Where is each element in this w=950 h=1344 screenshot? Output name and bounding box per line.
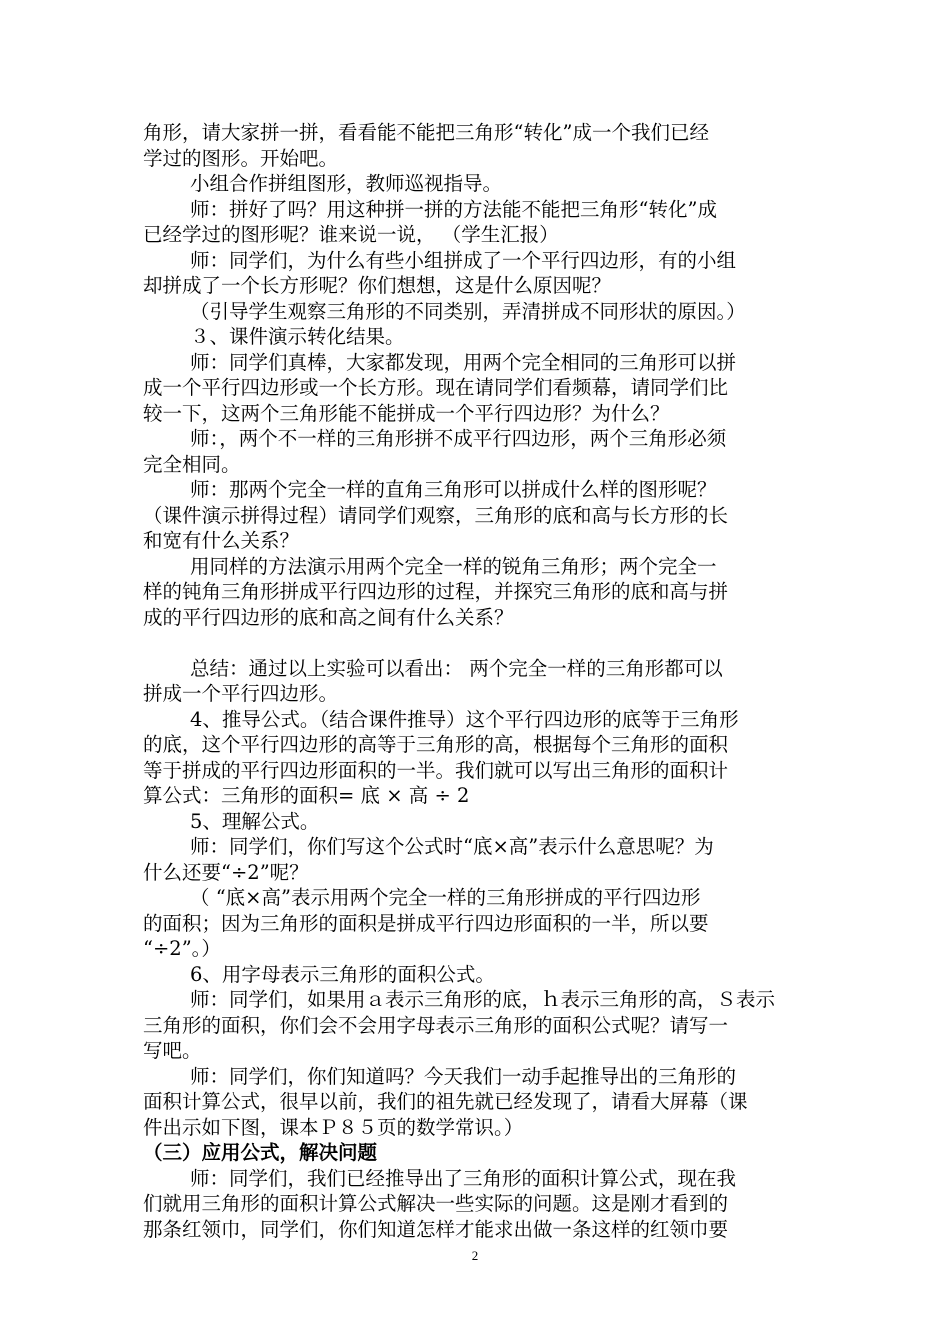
text-line: 的底，这个平行四边形的高等于三角形的高，根据每个三角形的面积 bbox=[143, 733, 729, 756]
text-line: 4、推导公式。（结合课件推导）这个平行四边形的底等于三角形 bbox=[190, 707, 739, 731]
text-line: 师：同学们，你们写这个公式时“底×高”表示什么意思呢？为 bbox=[190, 835, 714, 858]
text-line: 等于拼成的平行四边形面积的一半。我们就可以写出三角形的面积计 bbox=[143, 758, 729, 782]
text-line: 师：同学们真棒，大家都发现，用两个完全相同的三角形可以拼 bbox=[190, 350, 737, 374]
text-line: 用同样的方法演示用两个完全一样的锐角三角形；两个完全一 bbox=[190, 554, 717, 578]
text-line: 的面积；因为三角形的面积是拼成平行四边形面积的一半，所以要 bbox=[143, 911, 709, 935]
text-line: 师：，两个不一样的三角形拼不成平行四边形，两个三角形必须 bbox=[190, 427, 727, 450]
text-line: ３、课件演示转化结果。 bbox=[190, 325, 405, 348]
text-line: 什么还要“÷2”呢？ bbox=[143, 860, 309, 884]
text-line: （引导学生观察三角形的不同类别，弄清拼成不同形状的原因。） bbox=[190, 299, 746, 323]
text-line: 却拼成了一个长方形呢？你们想想，这是什么原因呢？ bbox=[143, 274, 612, 297]
text-line: （课件演示拼得过程）请同学们观察，三角形的底和高与长方形的长 bbox=[143, 503, 729, 527]
text-line: 师：拼好了吗？用这种拼一拼的方法能不能把三角形“转化”成 bbox=[190, 197, 717, 221]
text-line: 5、理解公式。 bbox=[190, 809, 320, 833]
text-line: 完全相同。 bbox=[143, 452, 241, 476]
text-line: “÷2”。） bbox=[143, 937, 221, 960]
blank-line bbox=[143, 630, 813, 656]
text-line: 们就用三角形的面积计算公式解决一些实际的问题。这是刚才看到的 bbox=[143, 1192, 729, 1215]
text-line: 6、用字母表示三角形的面积公式。 bbox=[190, 962, 495, 986]
text-line: 件出示如下图，课本Ｐ８５页的数学常识。） bbox=[143, 1115, 524, 1139]
text-line: 师：那两个完全一样的直角三角形可以拼成什么样的图形呢？ bbox=[190, 478, 717, 501]
text-line: 写吧。 bbox=[143, 1039, 202, 1062]
text-line: 已经学过的图形呢？谁来说一说， （学生汇报） bbox=[143, 223, 559, 246]
text-line: 和宽有什么关系？ bbox=[143, 529, 300, 552]
text-line: 拼成一个平行四边形。 bbox=[143, 682, 339, 705]
text-line: 较一下，这两个三角形能不能拼成一个平行四边形？为什么？ bbox=[143, 401, 670, 425]
text-line: 师：同学们，我们已经推导出了三角形的面积计算公式，现在我 bbox=[190, 1166, 737, 1190]
text-line: 师：同学们，为什么有些小组拼成了一个平行四边形，有的小组 bbox=[190, 248, 737, 272]
text-line: 成一个平行四边形或一个长方形。现在请同学们看频幕，请同学们比 bbox=[143, 376, 729, 399]
section-heading: （三）应用公式，解决问题 bbox=[143, 1141, 378, 1164]
body-text bbox=[143, 120, 813, 1242]
text-line: 师：同学们，如果用ａ表示三角形的底，ｈ表示三角形的高，Ｓ表示 bbox=[190, 988, 776, 1011]
text-line: 师：同学们，你们知道吗？今天我们一动手起推导出的三角形的 bbox=[190, 1064, 737, 1088]
text-line: 总结：通过以上实验可以看出： 两个完全一样的三角形都可以 bbox=[190, 656, 723, 680]
text-line: 那条红领巾，同学们，你们知道怎样才能求出做一条这样的红领巾要 bbox=[143, 1217, 729, 1241]
text-line: 角形，请大家拼一拼，看看能不能把三角形“转化”成一个我们已经 bbox=[143, 121, 709, 144]
text-line: 算公式：三角形的面积= 底 × 高 ÷ 2 bbox=[143, 784, 470, 807]
text-line: 学过的图形。开始吧。 bbox=[143, 146, 339, 170]
text-line: 样的钝角三角形拼成平行四边形的过程，并探究三角形的底和高与拼 bbox=[143, 580, 729, 603]
text-line: 成的平行四边形的底和高之间有什么关系？ bbox=[143, 605, 514, 629]
text-line: 三角形的面积，你们会不会用字母表示三角形的面积公式呢？请写一 bbox=[143, 1013, 729, 1037]
page-number: 2 bbox=[471, 1248, 479, 1263]
text-line: （ “底×高”表示用两个完全一样的三角形拼成的平行四边形 bbox=[190, 886, 701, 909]
text-line: 面积计算公式，很早以前，我们的祖先就已经发现了，请看大屏幕（课 bbox=[143, 1090, 748, 1113]
text-line: 小组合作拼组图形，教师巡视指导。 bbox=[190, 172, 503, 195]
